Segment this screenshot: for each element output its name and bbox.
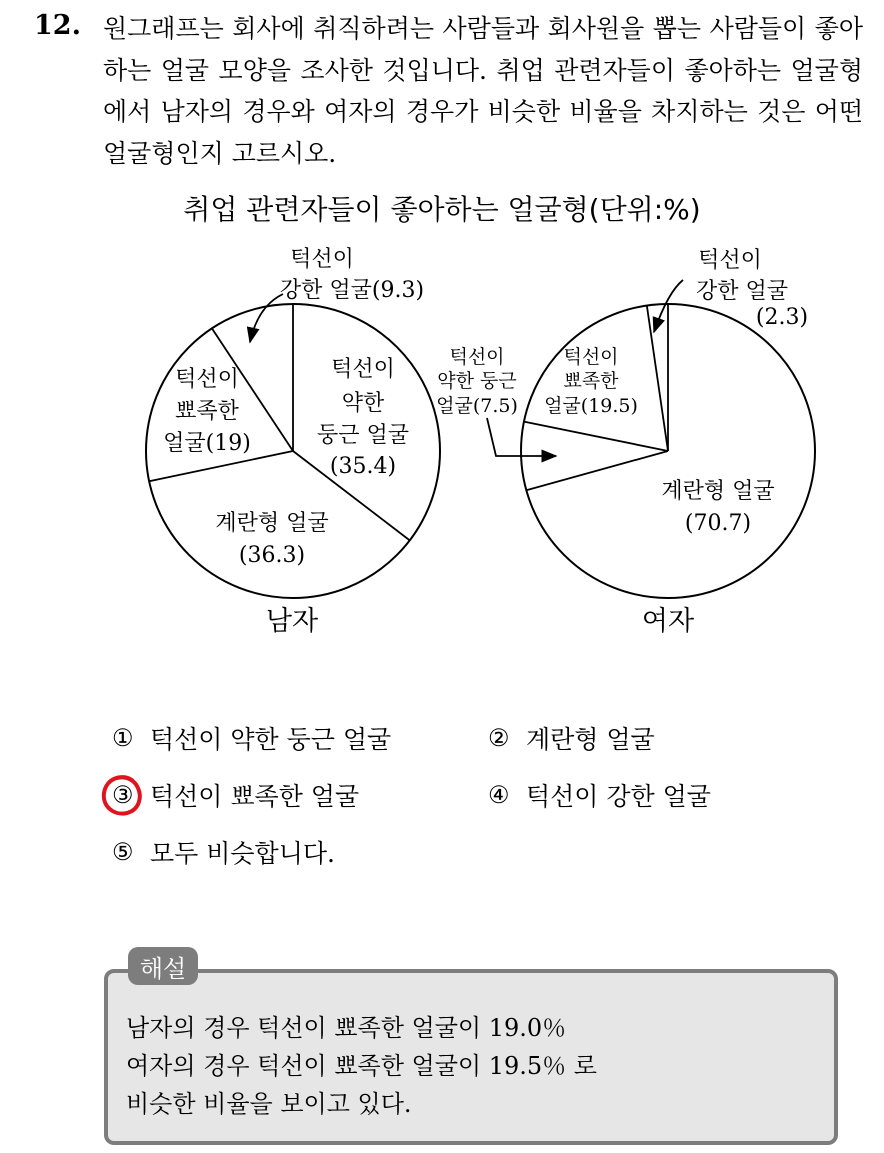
choice-2-text: 계란형 얼굴 bbox=[526, 725, 655, 754]
female-round-value: 얼굴(7.5) bbox=[436, 395, 518, 417]
choice-1-text: 턱선이 약한 둥근 얼굴 bbox=[150, 725, 392, 754]
explanation-line-1: 남자의 경우 턱선이 뾰족한 얼굴이 19.0％ bbox=[126, 1014, 567, 1042]
choice-4[interactable] bbox=[488, 777, 711, 813]
choice-5[interactable] bbox=[112, 834, 335, 870]
pie-charts bbox=[0, 230, 884, 650]
choice-3[interactable] bbox=[112, 777, 359, 813]
male-round-label-1: 턱선이 bbox=[331, 357, 395, 382]
choice-1[interactable] bbox=[112, 720, 391, 756]
female-oval-label: 계란형 얼굴 bbox=[661, 479, 775, 504]
male-pointed-label-2: 뾰족한 bbox=[175, 399, 239, 424]
female-pointed-label-2: 뾰족한 bbox=[563, 370, 619, 392]
female-round-label-1: 턱선이 bbox=[449, 346, 505, 368]
choice-3-text: 턱선이 뾰족한 얼굴 bbox=[150, 782, 360, 811]
male-gender-label: 남자 bbox=[265, 606, 319, 637]
male-round-label-3: 둥근 얼굴 bbox=[316, 423, 410, 448]
female-oval-value: (70.7) bbox=[684, 511, 752, 536]
explanation-line-2: 여자의 경우 턱선이 뾰족한 얼굴이 19.5％ 로 bbox=[126, 1052, 597, 1080]
choice-2[interactable] bbox=[488, 720, 655, 756]
male-oval-label: 계란형 얼굴 bbox=[215, 511, 329, 536]
choice-4-text: 턱선이 강한 얼굴 bbox=[526, 782, 711, 811]
male-strong-label: 턱선이 bbox=[290, 247, 354, 272]
question-number: 12. bbox=[34, 10, 81, 41]
female-strong-label-1: 턱선이 bbox=[698, 248, 762, 273]
male-round-label-2: 약한 bbox=[341, 391, 385, 416]
female-gender-label: 여자 bbox=[641, 606, 695, 637]
choice-1-number: ① bbox=[112, 724, 134, 752]
explanation-line-3: 비슷한 비율을 보이고 있다. bbox=[126, 1090, 412, 1118]
chart-title: 취업 관련자들이 좋아하는 얼굴형(단위:%) bbox=[183, 193, 701, 226]
male-round-value: (35.4) bbox=[329, 454, 397, 479]
question-text: 원그래프는 회사에 취직하려는 사람들과 회사원을 뽑는 사람들이 좋아하는 얼굴 모양을 조사한 것입니다. 취업 관련자들이 좋아하는 얼굴형에서 남자의 경우와 여자의 경우가 비슷한 비율을 차지하는 것은 어떤 얼굴형인지 고르시오. bbox=[103, 14, 863, 168]
choice-5-text: 모두 비슷합니다. bbox=[150, 839, 335, 868]
male-strong-value: 강한 얼굴(9.3) bbox=[279, 278, 425, 303]
answer-circle-mark bbox=[99, 772, 145, 818]
female-pointed-value: 얼굴(19.5) bbox=[544, 395, 638, 417]
female-strong-label-2: 강한 얼굴 bbox=[695, 279, 789, 304]
male-pointed-value: 얼굴(19) bbox=[163, 431, 251, 456]
male-oval-value: (36.3) bbox=[238, 543, 306, 568]
female-round-label-2: 약한 둥근 bbox=[437, 370, 517, 392]
choice-3-number: ③ bbox=[112, 781, 134, 809]
choice-2-number: ② bbox=[488, 724, 510, 752]
male-pointed-label-1: 턱선이 bbox=[175, 367, 239, 392]
choice-4-number: ④ bbox=[488, 781, 510, 809]
choice-5-number: ⑤ bbox=[112, 838, 134, 866]
female-pointed-label-1: 턱선이 bbox=[563, 346, 619, 368]
female-strong-value: (2.3) bbox=[755, 305, 809, 330]
explanation-tag: 해설 bbox=[128, 947, 198, 985]
